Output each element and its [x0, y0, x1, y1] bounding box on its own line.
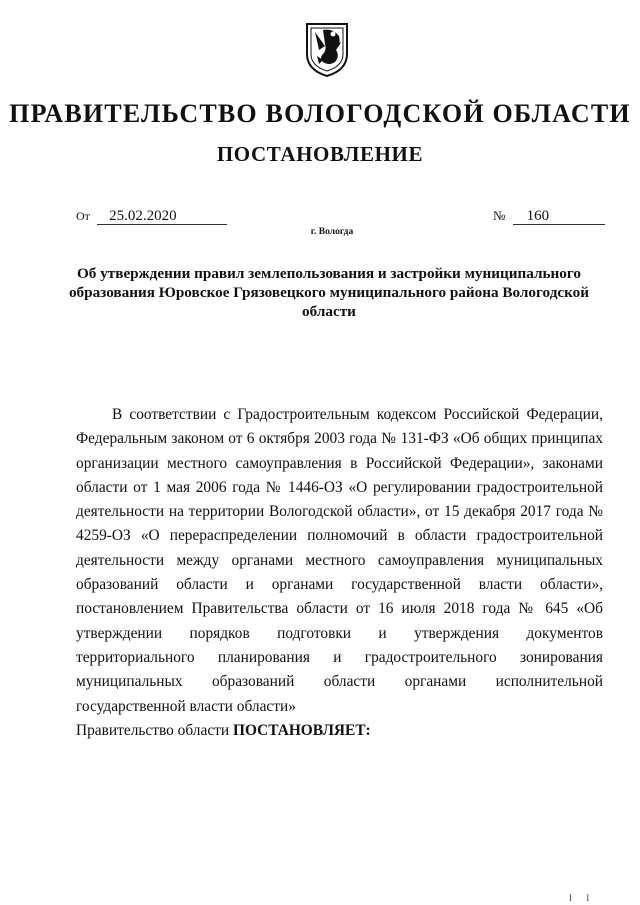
preamble-paragraph: В соответствии с Градостроительным кодексом Российской Федерации, Федеральным законом от 6 октября 2003 года № 131-ФЗ «Об общих принципах организации местного самоуправления в Российской Федерации», законами области от 1 мая 2006 года № 1446-ОЗ «О регулировании градостроительной деятельности на территории Вологодской области», от 15 декабря 2017 года № 4259-ОЗ «О перераспределении полномочий в области градостроительной деятельности между органами местного самоуправления муниципальных образований области и органами государственной власти области», постановлением Правительства области от 16 июля 2018 года № 645 «Об утверждении порядков подготовки и утверждения документов территориального планирования и градостроительного зонирования муниципальных образований области органами исполнительной государственной власти области» — [76, 406, 603, 715]
date-label: От — [76, 209, 90, 223]
number-value: 160 — [513, 208, 605, 225]
document-type: ПОСТАНОВЛЕНИЕ — [216, 142, 424, 166]
number-label: № — [493, 208, 506, 223]
document-title: Об утверждении правил землепользования и застройки муниципального образования Юровское Грязовецкого муниципального района Вологодской области — [68, 265, 590, 320]
decree-word: ПОСТАНОВЛЯЕТ: — [232, 722, 371, 739]
number-field — [493, 208, 605, 225]
date-field — [76, 208, 227, 225]
decree-line — [76, 722, 371, 740]
decree-prefix: Правительство области — [76, 722, 233, 739]
page-mark: I I — [569, 893, 596, 903]
date-value: 25.02.2020 — [97, 208, 227, 225]
vologda-coat-of-arms-icon — [303, 20, 351, 78]
organization-name: ПРАВИТЕЛЬСТВО ВОЛОГОДСКОЙ ОБЛАСТИ — [9, 99, 631, 128]
city: г. Вологда — [310, 227, 354, 237]
document-body — [76, 403, 603, 719]
